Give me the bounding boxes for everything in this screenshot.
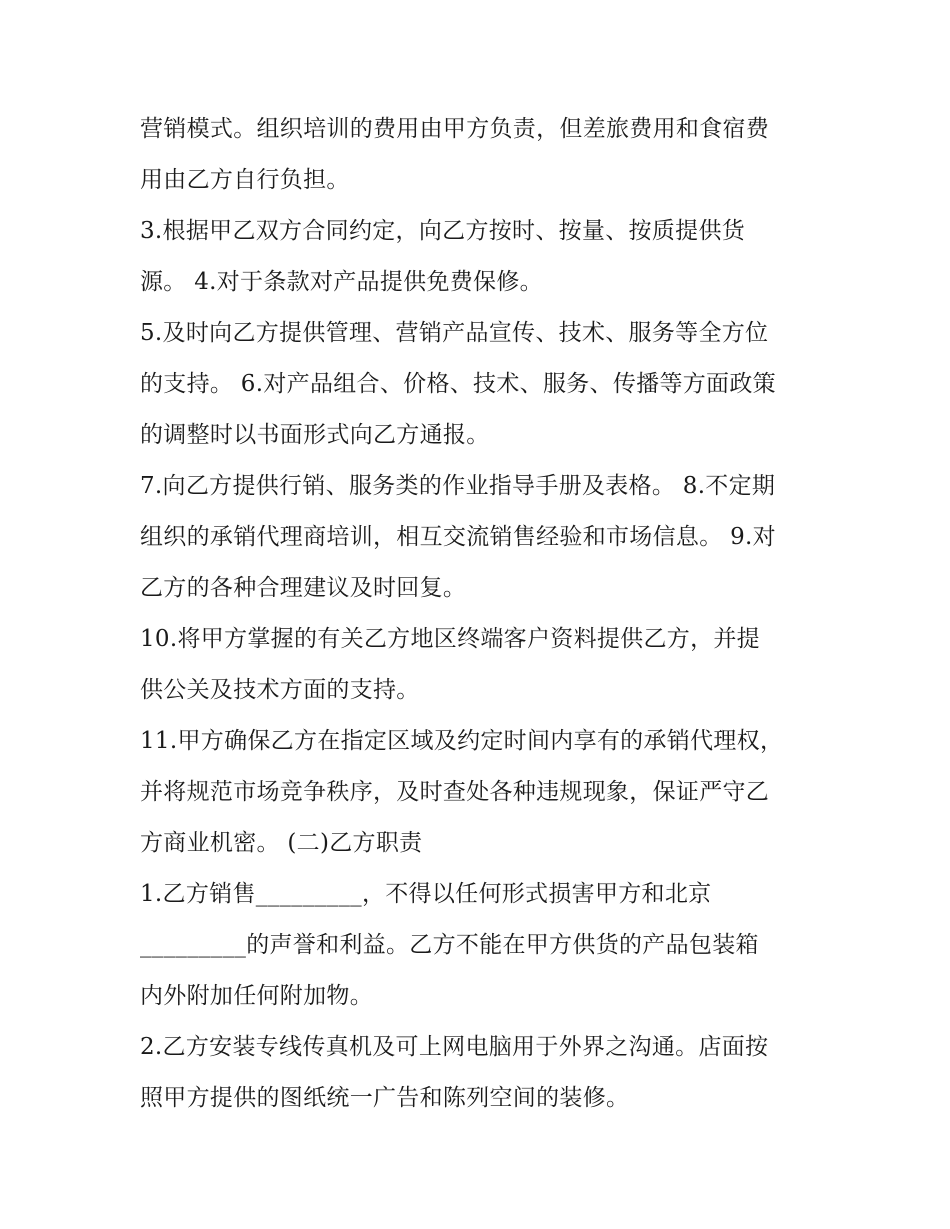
text-line-4: 源。 4.对于条款对产品提供免费保修。	[140, 269, 543, 295]
text-line-2: 用由乙方自行负担。	[140, 167, 350, 193]
text-line-9: 组织的承销代理商培训，相互交流销售经验和市场信息。 9.对	[140, 524, 776, 550]
text-line-18: 内外附加任何附加物。	[140, 983, 373, 1009]
text-line-3: 3.根据甲乙双方合同约定，向乙方按时、按量、按质提供货	[140, 218, 746, 244]
text-line-14: 并将规范市场竞争秩序，及时查处各种违规现象，保证严守乙	[140, 779, 770, 805]
text-line-10: 乙方的各种合理建议及时回复。	[140, 575, 467, 601]
text-line-13: 11.甲方确保乙方在指定区域及约定时间内享有的承销代理权，	[140, 728, 784, 754]
text-line-19: 2.乙方安装专线传真机及可上网电脑用于外界之沟通。店面按	[140, 1034, 769, 1060]
text-line-1: 营销模式。组织培训的费用由甲方负责，但差旅费用和食宿费	[140, 116, 770, 142]
text-line-20: 照甲方提供的图纸统一广告和陈列空间的装修。	[140, 1085, 630, 1111]
text-line-5: 5.及时向乙方提供管理、营销产品宣传、技术、服务等全方位	[140, 320, 769, 346]
text-line-8: 7.向乙方提供行销、服务类的作业指导手册及表格。 8.不定期	[140, 473, 776, 499]
document-body	[140, 104, 820, 1124]
text-line-17: _________的声誉和利益。乙方不能在甲方供货的产品包装箱	[140, 932, 759, 958]
text-line-6: 的支持。 6.对产品组合、价格、技术、服务、传播等方面政策	[140, 371, 776, 397]
text-line-12: 供公关及技术方面的支持。	[140, 677, 420, 703]
text-line-16: 1.乙方销售_________，不得以任何形式损害甲方和北京	[140, 881, 712, 907]
text-line-11: 10.将甲方掌握的有关乙方地区终端客户资料提供乙方，并提	[140, 626, 760, 652]
text-line-15: 方商业机密。 (二)乙方职责	[140, 830, 423, 856]
text-line-7: 的调整时以书面形式向乙方通报。	[140, 422, 490, 448]
